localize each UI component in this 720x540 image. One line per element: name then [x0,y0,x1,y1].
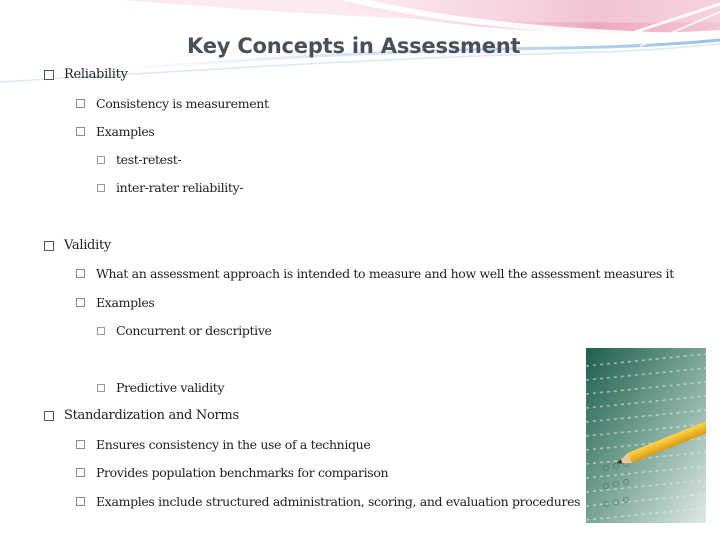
square-bullet-icon [76,127,85,136]
bullet-text: Examples include structured administration, scoring, and evaluation procedures [96,494,581,509]
square-bullet-icon [76,298,85,307]
square-bullet-icon [76,99,85,108]
square-bullet-icon [76,497,85,506]
bullet-text: Consistency is measurement [96,96,269,111]
bullet-text: Examples [96,124,155,139]
bullet-ensures-consistency [76,437,370,452]
square-bullet-icon [76,269,85,278]
bullet-examples-reliability [76,124,155,139]
square-bullet-icon [44,70,54,80]
bullet-predictive [97,380,224,395]
bullet-consistency [76,96,269,111]
bullet-validity-definition [76,266,674,281]
bullet-text: inter-rater reliability- [116,180,244,195]
bullet-text: Validity [64,238,111,253]
square-bullet-icon [97,156,105,164]
bullet-text: Ensures consistency in the use of a technique [96,437,371,452]
bullet-text: Reliability [64,67,128,82]
bullet-inter-rater [97,180,243,195]
square-bullet-icon [97,184,105,192]
bullet-text: test-retest- [116,152,182,167]
square-bullet-icon [97,384,105,392]
bullet-text: Examples [96,295,155,310]
bullet-benchmarks [76,465,388,480]
square-bullet-icon [44,411,54,421]
bullet-test-retest [97,152,181,167]
bullet-concurrent [97,323,272,338]
bullet-text: Provides population benchmarks for comparison [96,465,389,480]
bullet-text: Standardization and Norms [64,408,239,423]
bullet-reliability [44,67,128,82]
bullet-text: Predictive validity [116,380,225,395]
bullet-examples-standardization [76,494,580,509]
bullet-examples-validity [76,295,155,310]
square-bullet-icon [44,241,54,251]
bullet-text: Concurrent or descriptive [116,323,272,338]
bullet-standardization [44,408,239,423]
slide-title: Key Concepts in Assessment [187,34,521,58]
square-bullet-icon [97,327,105,335]
answer-sheet-pencil-photo [586,348,706,523]
bullet-text: What an assessment approach is intended to measure and how well the assessment measures it [96,266,674,281]
square-bullet-icon [76,468,85,477]
square-bullet-icon [76,440,85,449]
bullet-validity [44,238,111,253]
